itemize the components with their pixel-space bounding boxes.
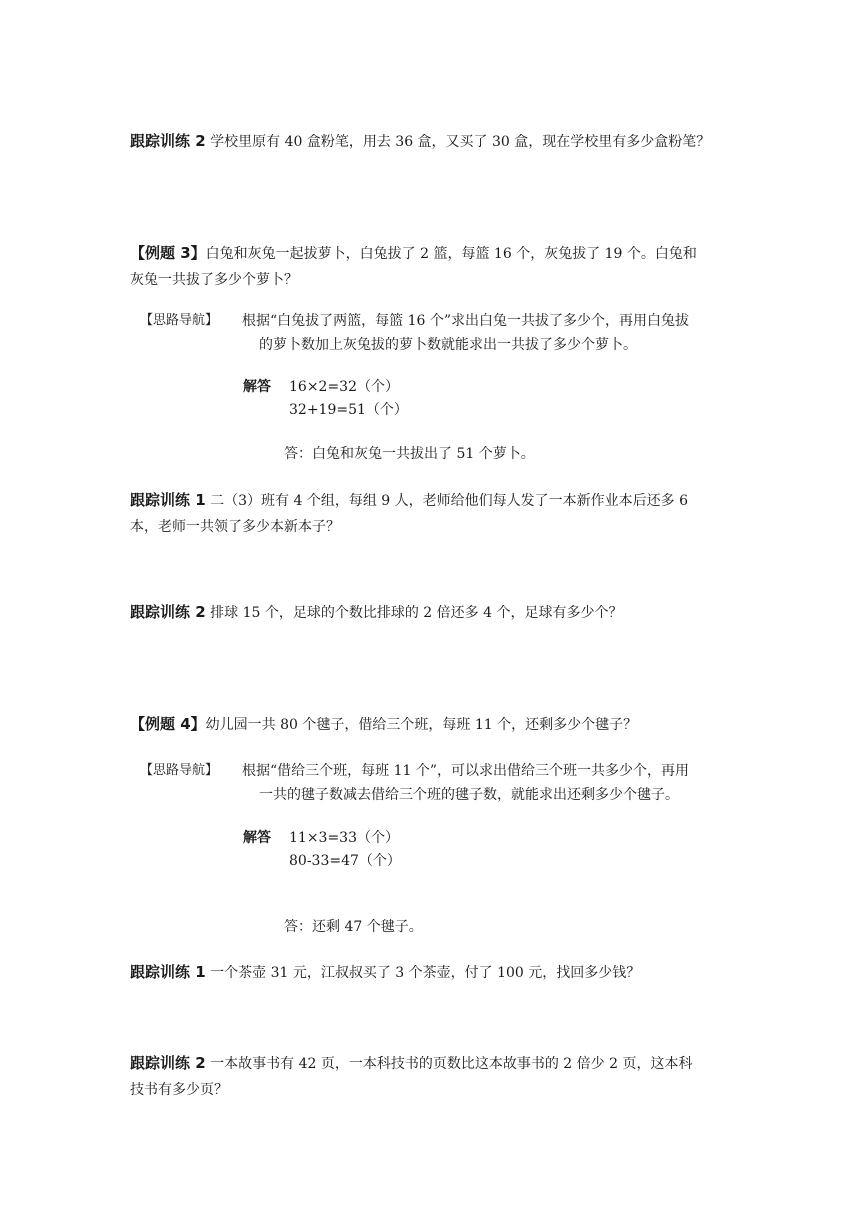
practice-c1: [130, 959, 730, 986]
example-3: [130, 240, 730, 293]
practice-line1: 二（3）班有 4 个组，每组 9 人，老师给他们每人发了一本新作业本后还多 6: [210, 493, 689, 509]
answer-sentence: 答：还剩 47 个毽子。: [284, 919, 423, 935]
example-line1: 白兔和灰兔一起拔萝卜，白兔拔了 2 篮，每篮 16 个，灰兔拔了 19 个。白兔和: [205, 246, 697, 262]
calc-line2: 80-33=47（个）: [289, 853, 401, 869]
answer-label: 解答: [243, 379, 271, 395]
practice-line1: 一本故事书有 42 页，一本科技书的页数比这本故事书的 2 倍少 2 页，这本科: [210, 1056, 693, 1072]
guide-line2: 的萝卜数加上灰兔拔的萝卜数就能求出一共拔了多少个萝卜。: [259, 337, 637, 353]
guide-label: 【思路导航】: [140, 313, 219, 328]
practice-line2: 技书有多少页？: [130, 1082, 228, 1098]
calc-line2: 32+19=51（个）: [289, 402, 408, 418]
practice-text: 一个茶壶 31 元，江叔叔买了 3 个茶壶，付了 100 元，找回多少钱？: [210, 965, 641, 981]
example-line2: 灰兔一共拔了多少个萝卜？: [130, 272, 298, 288]
practice-text: 学校里原有 40 盒粉笔，用去 36 盒，又买了 30 盒，现在学校里有多少盒粉笔？: [210, 134, 711, 150]
example-label: 【例题 4】: [130, 715, 206, 733]
practice-label: 跟踪训练 2: [130, 1054, 206, 1072]
calc-line1: 11×3=33（个）: [289, 830, 399, 846]
practice-label: 跟踪训练 2: [130, 603, 206, 621]
example-label: 【例题 3】: [130, 244, 206, 262]
practice-b1: [130, 487, 730, 540]
answer-sentence: 答：白兔和灰兔一共拔出了 51 个萝卜。: [284, 446, 535, 462]
practice-label: 跟踪训练 1: [130, 491, 206, 509]
practice-c2: [130, 1050, 730, 1103]
practice-text: 排球 15 个，足球的个数比排球的 2 倍还多 4 个，足球有多少个？: [210, 605, 623, 621]
guide-line2: 一共的毽子数减去借给三个班的毽子数，就能求出还剩多少个毽子。: [259, 787, 679, 803]
practice-label: 跟踪训练 2: [130, 132, 206, 150]
answer-label: 解答: [243, 830, 271, 846]
practice-b2: [130, 599, 730, 626]
practice-label: 跟踪训练 1: [130, 963, 206, 981]
example-line1: 幼儿园一共 80 个毽子，借给三个班，每班 11 个，还剩多少个毽子？: [205, 717, 638, 733]
guide-line1: 根据“白兔拔了两篮，每篮 16 个”求出白兔一共拔了多少个，再用白兔拔: [242, 313, 690, 329]
guide-label: 【思路导航】: [140, 763, 219, 778]
practice-line2: 本，老师一共领了多少本新本子？: [130, 519, 340, 535]
example-4: [130, 711, 730, 738]
practice-a2: [130, 128, 730, 155]
calc-line1: 16×2=32（个）: [289, 379, 399, 395]
guide-line1: 根据“借给三个班，每班 11 个”，可以求出借给三个班一共多少个，再用: [242, 763, 690, 779]
